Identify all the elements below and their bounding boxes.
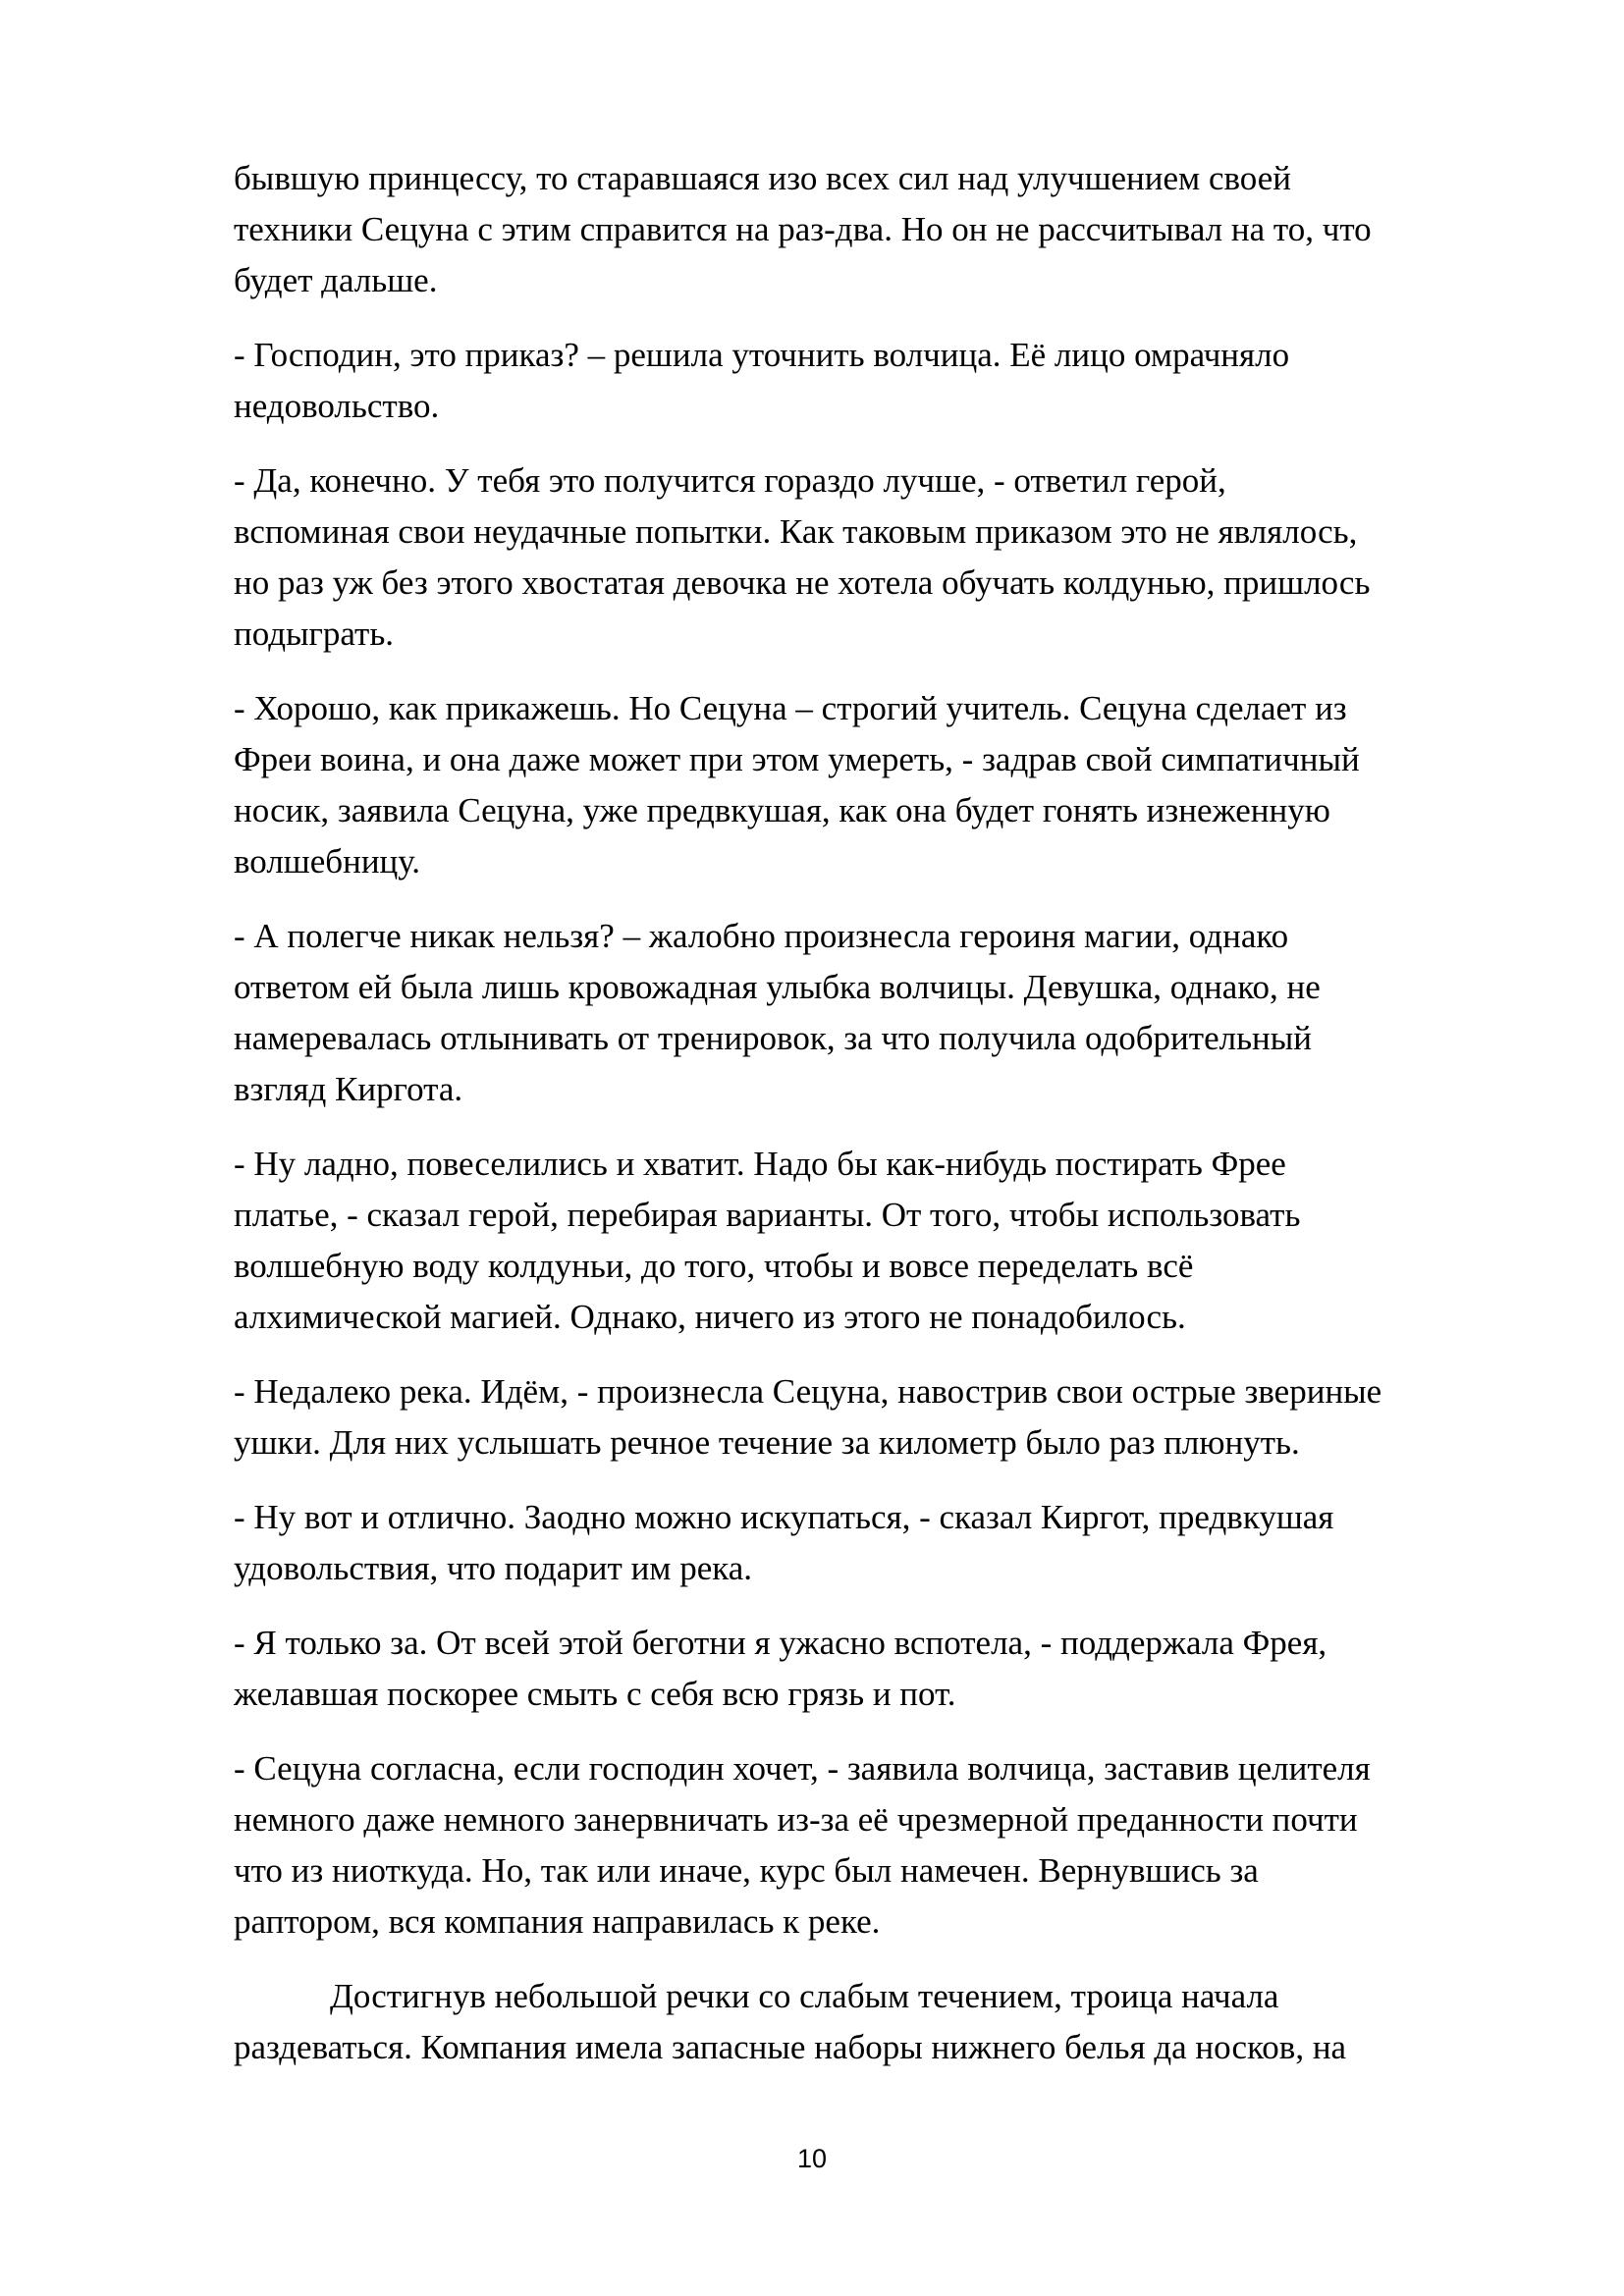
text-line: вспоминая свои неудачные попытки. Как таковым приказом это не являлось, [234,512,1358,551]
body-text [234,153,1512,2097]
paragraph [234,1492,1512,1594]
paragraph [234,1743,1512,1948]
paragraph [234,330,1512,432]
text-line: алхимической магией. Однако, ничего из этого не понадобилось. [234,1298,1186,1336]
text-line: будет дальше. [234,261,438,299]
text-line: немного даже немного занервничать из-за её чрезмерной преданности почти [234,1800,1358,1839]
page-number: 10 [796,2144,828,2173]
text-line: удовольствия, что подарит им река. [234,1549,752,1587]
text-line: подыграть. [234,614,395,653]
text-line: техники Сецуна с этим справится на раз-два. Но он не рассчитывал на то, что [234,210,1372,248]
text-line: платье, - сказал герой, перебирая варианты. От того, чтобы использовать [234,1196,1301,1234]
text-line: волшебницу. [234,842,421,881]
text-line: - Господин, это приказ? – решила уточнить волчица. Её лицо омрачняло [234,336,1290,374]
text-line: - Ну вот и отлично. Заодно можно искупаться, - сказал Киргот, предвкушая [234,1498,1334,1536]
text-line: недовольство. [234,387,440,425]
paragraph [234,455,1512,660]
text-line: - Я только за. От всей этой беготни я ужасно вспотела, - поддержала Фрея, [234,1624,1327,1662]
paragraph [234,911,1512,1115]
text-line: взгляд Киргота. [234,1070,463,1108]
text-line: раздеваться. Компания имела запасные наборы нижнего белья да носков, на [234,2028,1347,2066]
text-line: ответом ей была лишь кровожадная улыбка волчицы. Девушка, однако, не [234,968,1321,1006]
paragraph [234,1971,1512,2073]
text-line: Фреи воина, и она даже может при этом умереть, - задрав свой симпатичный [234,740,1360,778]
text-line: бывшую принцессу, то старавшаяся изо всех сил над улучшением своей [234,159,1291,197]
text-line: ушки. Для них услышать речное течение за километр было раз плюнуть. [234,1423,1300,1462]
paragraph [234,153,1512,306]
text-line: - Да, конечно. У тебя это получится гораздо лучше, - ответил герой, [234,461,1226,500]
text-line: - Хорошо, как прикажешь. Но Сецуна – строгий учитель. Сецуна сделает из [234,689,1347,727]
paragraph [234,1366,1512,1468]
text-line: но раз уж без этого хвостатая девочка не хотела обучать колдунью, пришлось [234,563,1371,602]
paragraph [234,1139,1512,1343]
text-line: - Ну ладно, повеселились и хватит. Надо бы как-нибудь постирать Фрее [234,1145,1286,1183]
text-line: Достигнув небольшой речки со слабым течением, троица начала [330,1977,1279,2015]
paragraph [234,1618,1512,1720]
text-line: желавшая поскорее смыть с себя всю грязь и пот. [234,1675,956,1713]
text-line: - А полегче никак нельзя? – жалобно произнесла героиня магии, однако [234,917,1289,955]
text-line: - Недалеко река. Идём, - произнесла Сецуна, навострив свои острые звериные [234,1372,1382,1411]
text-line: что из ниоткуда. Но, так или иначе, курс был намечен. Вернувшись за [234,1851,1259,1890]
text-line: - Сецуна согласна, если господин хочет, - заявила волчица, заставив целителя [234,1749,1371,1788]
text-line: волшебную воду колдуньи, до того, чтобы и вовсе переделать всё [234,1247,1194,1285]
text-line: носик, заявила Сецуна, уже предвкушая, как она будет гонять изнеженную [234,791,1330,829]
text-line: раптором, вся компания направилась к реке. [234,1902,881,1941]
text-line: намеревалась отлынивать от тренировок, за что получила одобрительный [234,1019,1313,1057]
paragraph [234,683,1512,887]
